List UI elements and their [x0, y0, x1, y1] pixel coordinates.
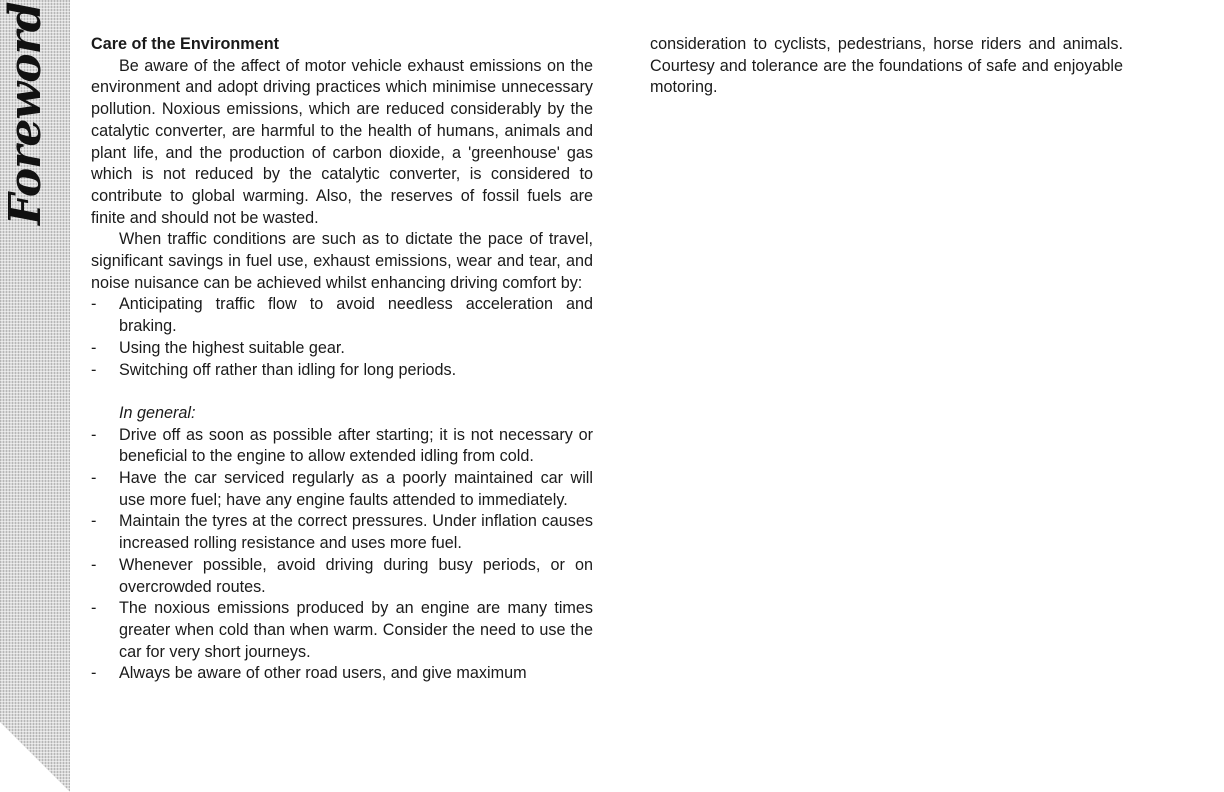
paragraph-traffic: When traffic conditions are such as to dictate the pace of travel, significant savings in fuel use, exhaust emissions, wear and tear, and noise nuisance can be achieved whilst enhancing driving comfort by: — [91, 230, 593, 292]
list-item — [91, 511, 593, 554]
list-item — [91, 468, 593, 511]
list-item-text: Switching off rather than idling for long periods. — [119, 360, 457, 379]
bullet-dash: - — [91, 360, 97, 379]
right-column — [650, 34, 1123, 99]
spacer — [91, 381, 593, 403]
side-tab-label: Foreword — [0, 2, 51, 225]
list-item-text: Maintain the tyres at the correct pressures. Under inflation causes increased rolling resistance and uses more fuel. — [119, 512, 593, 553]
side-tab — [0, 0, 70, 792]
list-item — [91, 555, 593, 598]
general-tips-list — [91, 425, 593, 685]
bullet-dash: - — [91, 425, 97, 444]
bullet-dash: - — [91, 295, 97, 314]
bullet-dash: - — [91, 469, 97, 488]
list-item-text: The noxious emissions produced by an engine are many times greater when cold than when warm. Consider the need to use the car for very short journeys. — [119, 599, 593, 661]
list-item — [91, 360, 593, 382]
list-item — [91, 294, 593, 337]
list-item-text: Always be aware of other road users, and give maximum — [119, 664, 527, 683]
list-item-text: Drive off as soon as possible after starting; it is not necessary or beneficial to the engine to allow extended idling from cold. — [119, 425, 593, 466]
left-column — [91, 34, 593, 685]
list-item-text: Anticipating traffic flow to avoid needless acceleration and braking. — [119, 295, 593, 336]
bullet-dash: - — [91, 338, 97, 357]
list-item — [91, 338, 593, 360]
general-heading: In general: — [119, 403, 196, 422]
section-title: Care of the Environment — [91, 35, 279, 53]
bullet-dash: - — [91, 555, 97, 574]
side-tab-corner — [0, 722, 70, 792]
list-item-text: Whenever possible, avoid driving during busy periods, or on overcrowded routes. — [119, 555, 593, 596]
list-item-text: Using the highest suitable gear. — [119, 338, 345, 357]
list-item — [91, 663, 593, 685]
bullet-dash: - — [91, 664, 97, 683]
bullet-dash: - — [91, 512, 97, 531]
driving-tips-list — [91, 294, 593, 381]
list-item-text: Have the car serviced regularly as a poorly maintained car will use more fuel; have any engine faults attended to immediately. — [119, 469, 593, 509]
bullet-dash: - — [91, 599, 97, 618]
paragraph-emissions: Be aware of the affect of motor vehicle exhaust emissions on the environment and adopt driving practices which minimise unnecessary pollution. Noxious emissions, which are reduced considerably by the catalytic converter, are harmful to the health of humans, animals and plant life, and the production of carbon dioxide, a 'greenhouse' gas which is not reduced by the catalytic converter, is considered to contribute to global warming. Also, the reserves of fossil fuels are finite and should not be wasted. — [91, 56, 593, 227]
paragraph-continuation: consideration to cyclists, pedestrians, horse riders and animals. Courtesy and tolerance are the foundations of safe and enjoyable motoring. — [650, 35, 1123, 97]
list-item — [91, 598, 593, 663]
list-item — [91, 425, 593, 468]
